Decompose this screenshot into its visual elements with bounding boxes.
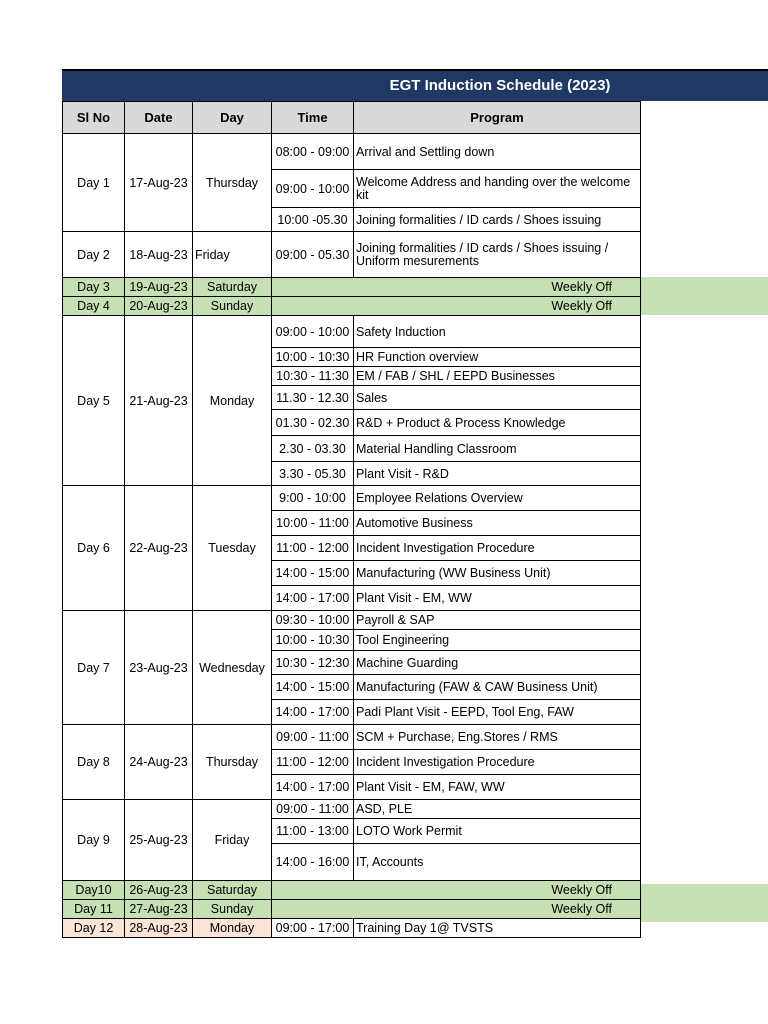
day-cell: Thursday bbox=[193, 134, 272, 232]
program-cell: Incident Investigation Procedure bbox=[354, 536, 641, 561]
sl-no-cell: Day10 bbox=[63, 881, 125, 900]
sl-no-cell: Day 5 bbox=[63, 316, 125, 486]
time-cell: 2.30 - 03.30 bbox=[272, 436, 354, 462]
program-cell: Joining formalities / ID cards / Shoes issuing / Uniform mesurements bbox=[354, 232, 641, 278]
program-cell: IT, Accounts bbox=[354, 844, 641, 881]
program-cell: SCM + Purchase, Eng.Stores / RMS bbox=[354, 725, 641, 750]
table-row bbox=[63, 919, 641, 938]
day-cell: Wednesday bbox=[193, 611, 272, 725]
time-cell: 10:30 - 11:30 bbox=[272, 367, 354, 386]
time-cell: 01.30 - 02.30 bbox=[272, 410, 354, 436]
date-cell: 24-Aug-23 bbox=[125, 725, 193, 800]
program-cell: Manufacturing (WW Business Unit) bbox=[354, 561, 641, 586]
table-row bbox=[63, 900, 641, 919]
time-cell: 09:00 - 11:00 bbox=[272, 725, 354, 750]
time-cell: 14:00 - 16:00 bbox=[272, 844, 354, 881]
date-cell: 17-Aug-23 bbox=[125, 134, 193, 232]
weekend-band bbox=[639, 277, 768, 315]
sl-no-cell: Day 12 bbox=[63, 919, 125, 938]
title-bar bbox=[62, 69, 768, 101]
time-cell: 08:00 - 09:00 bbox=[272, 134, 354, 170]
sl-no-cell: Day 1 bbox=[63, 134, 125, 232]
sl-no-cell: Day 8 bbox=[63, 725, 125, 800]
time-cell: 10:00 - 11:00 bbox=[272, 511, 354, 536]
time-cell: 09:00 - 11:00 bbox=[272, 800, 354, 819]
date-cell: 21-Aug-23 bbox=[125, 316, 193, 486]
header-date: Date bbox=[125, 102, 193, 134]
program-cell: Training Day 1@ TVSTS bbox=[354, 919, 641, 938]
sl-no-cell: Day 4 bbox=[63, 297, 125, 316]
time-cell: 09:00 - 17:00 bbox=[272, 919, 354, 938]
day-cell: Friday bbox=[193, 232, 272, 278]
table-row bbox=[63, 134, 641, 170]
program-cell: Plant Visit - EM, WW bbox=[354, 586, 641, 611]
day-cell: Saturday bbox=[193, 881, 272, 900]
weekend-band bbox=[639, 884, 768, 922]
program-cell: Machine Guarding bbox=[354, 651, 641, 675]
program-cell: EM / FAB / SHL / EEPD Businesses bbox=[354, 367, 641, 386]
day-cell: Tuesday bbox=[193, 486, 272, 611]
program-cell: Manufacturing (FAW & CAW Business Unit) bbox=[354, 675, 641, 700]
table-row bbox=[63, 316, 641, 348]
table-row bbox=[63, 278, 641, 297]
sl-no-cell: Day 9 bbox=[63, 800, 125, 881]
time-cell: 11.30 - 12.30 bbox=[272, 386, 354, 410]
weekly-off-cell: Weekly Off bbox=[272, 900, 641, 919]
table-row bbox=[63, 611, 641, 630]
header-program: Program bbox=[354, 102, 641, 134]
time-cell: 11:00 - 12:00 bbox=[272, 750, 354, 775]
day-cell: Friday bbox=[193, 800, 272, 881]
day-cell: Thursday bbox=[193, 725, 272, 800]
time-cell: 10:00 -05.30 bbox=[272, 208, 354, 232]
time-cell: 09:00 - 10:00 bbox=[272, 316, 354, 348]
header-time: Time bbox=[272, 102, 354, 134]
time-cell: 3.30 - 05.30 bbox=[272, 462, 354, 486]
program-cell: Arrival and Settling down bbox=[354, 134, 641, 170]
date-cell: 25-Aug-23 bbox=[125, 800, 193, 881]
day-cell: Monday bbox=[193, 316, 272, 486]
sl-no-cell: Day 11 bbox=[63, 900, 125, 919]
time-cell: 09:00 - 05.30 bbox=[272, 232, 354, 278]
program-cell: Plant Visit - R&D bbox=[354, 462, 641, 486]
date-cell: 26-Aug-23 bbox=[125, 881, 193, 900]
time-cell: 14:00 - 15:00 bbox=[272, 675, 354, 700]
header-day: Day bbox=[193, 102, 272, 134]
time-cell: 11:00 - 13:00 bbox=[272, 819, 354, 844]
time-cell: 10:00 - 10:30 bbox=[272, 348, 354, 367]
weekly-off-cell: Weekly Off bbox=[272, 278, 641, 297]
program-cell: Joining formalities / ID cards / Shoes issuing bbox=[354, 208, 641, 232]
time-cell: 11:00 - 12:00 bbox=[272, 536, 354, 561]
schedule-title: EGT Induction Schedule (2023) bbox=[389, 77, 611, 94]
schedule-table bbox=[62, 101, 641, 938]
time-cell: 14:00 - 15:00 bbox=[272, 561, 354, 586]
program-cell: Tool Engineering bbox=[354, 630, 641, 651]
date-cell: 22-Aug-23 bbox=[125, 486, 193, 611]
date-cell: 27-Aug-23 bbox=[125, 900, 193, 919]
sl-no-cell: Day 2 bbox=[63, 232, 125, 278]
program-cell: ASD, PLE bbox=[354, 800, 641, 819]
program-cell: LOTO Work Permit bbox=[354, 819, 641, 844]
table-row bbox=[63, 800, 641, 819]
program-cell: Padi Plant Visit - EEPD, Tool Eng, FAW bbox=[354, 700, 641, 725]
header-row bbox=[63, 102, 641, 134]
time-cell: 14:00 - 17:00 bbox=[272, 586, 354, 611]
program-cell: HR Function overview bbox=[354, 348, 641, 367]
program-cell: Employee Relations Overview bbox=[354, 486, 641, 511]
program-cell: Automotive Business bbox=[354, 511, 641, 536]
weekly-off-cell: Weekly Off bbox=[272, 881, 641, 900]
table-row bbox=[63, 486, 641, 511]
table-row bbox=[63, 725, 641, 750]
date-cell: 19-Aug-23 bbox=[125, 278, 193, 297]
date-cell: 18-Aug-23 bbox=[125, 232, 193, 278]
time-cell: 14:00 - 17:00 bbox=[272, 775, 354, 800]
day-cell: Monday bbox=[193, 919, 272, 938]
table-row bbox=[63, 297, 641, 316]
day-cell: Saturday bbox=[193, 278, 272, 297]
time-cell: 14:00 - 17:00 bbox=[272, 700, 354, 725]
header-sl-no: Sl No bbox=[63, 102, 125, 134]
time-cell: 10:00 - 10:30 bbox=[272, 630, 354, 651]
time-cell: 09:00 - 10:00 bbox=[272, 170, 354, 208]
date-cell: 20-Aug-23 bbox=[125, 297, 193, 316]
time-cell: 10:30 - 12:30 bbox=[272, 651, 354, 675]
program-cell: Sales bbox=[354, 386, 641, 410]
time-cell: 9:00 - 10:00 bbox=[272, 486, 354, 511]
sl-no-cell: Day 7 bbox=[63, 611, 125, 725]
program-cell: Payroll & SAP bbox=[354, 611, 641, 630]
weekly-off-cell: Weekly Off bbox=[272, 297, 641, 316]
program-cell: R&D + Product & Process Knowledge bbox=[354, 410, 641, 436]
program-cell: Safety Induction bbox=[354, 316, 641, 348]
program-cell: Welcome Address and handing over the welcome kit bbox=[354, 170, 641, 208]
day-cell: Sunday bbox=[193, 900, 272, 919]
day-cell: Sunday bbox=[193, 297, 272, 316]
table-row bbox=[63, 232, 641, 278]
program-cell: Material Handling Classroom bbox=[354, 436, 641, 462]
date-cell: 23-Aug-23 bbox=[125, 611, 193, 725]
date-cell: 28-Aug-23 bbox=[125, 919, 193, 938]
sl-no-cell: Day 6 bbox=[63, 486, 125, 611]
sl-no-cell: Day 3 bbox=[63, 278, 125, 297]
table-row bbox=[63, 881, 641, 900]
program-cell: Incident Investigation Procedure bbox=[354, 750, 641, 775]
time-cell: 09:30 - 10:00 bbox=[272, 611, 354, 630]
program-cell: Plant Visit - EM, FAW, WW bbox=[354, 775, 641, 800]
